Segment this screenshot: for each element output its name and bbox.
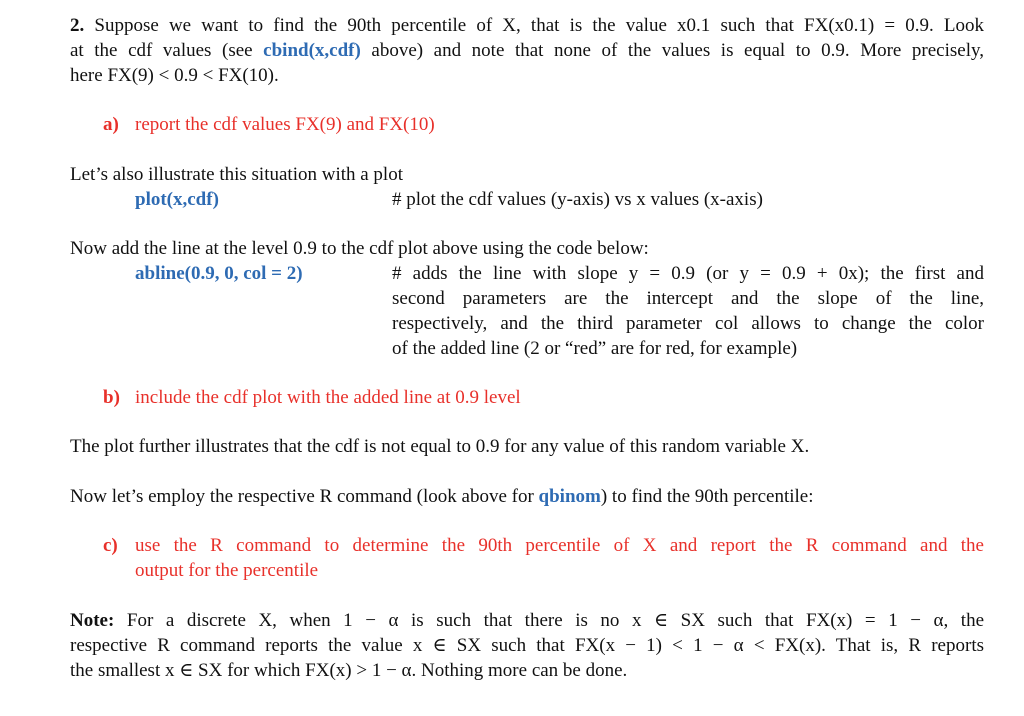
note-line-3: the smallest x ∈ SX for which FX(x) > 1 − α. Nothing more can be done. bbox=[70, 660, 628, 681]
question-2-text-2a: at the cdf values (see bbox=[70, 40, 253, 61]
employ-text bbox=[70, 485, 814, 509]
question-c-line-2: output for the percentile bbox=[135, 560, 319, 581]
plot-code: plot(x,cdf) bbox=[135, 189, 219, 210]
plot-comment: # plot the cdf values (y-axis) vs x values (x-axis) bbox=[392, 189, 763, 210]
employ-text-a: Now let’s employ the respective R command (look above for bbox=[70, 486, 534, 507]
question-2-line-2 bbox=[70, 39, 984, 63]
question-number: 2. bbox=[70, 15, 85, 36]
question-a-text: report the cdf values FX(9) and FX(10) bbox=[135, 114, 435, 135]
abline-comment-3: respectively, and the third parameter col allows to change the color bbox=[392, 313, 984, 334]
plot-intro: Let’s also illustrate this situation with a plot bbox=[70, 164, 403, 185]
cbind-code: cbind(x,cdf) bbox=[263, 40, 361, 61]
abline-code: abline(0.9, 0, col = 2) bbox=[135, 263, 303, 284]
question-2-text-1: Suppose we want to find the 90th percentile of X, that is the value x0.1 such that FX(x0.1) = 0.9. Look bbox=[94, 15, 985, 36]
question-2-line-1 bbox=[70, 14, 984, 38]
employ-text-b: ) to find the 90th percentile: bbox=[600, 486, 814, 507]
question-b-text: include the cdf plot with the added line at 0.9 level bbox=[135, 387, 521, 408]
question-c-line-1: use the R command to determine the 90th percentile of X and report the R command and the bbox=[135, 535, 984, 556]
question-a-label: a) bbox=[103, 114, 119, 135]
abline-comment-1: # adds the line with slope y = 0.9 (or y = 0.9 + 0x); the first and bbox=[392, 263, 984, 284]
question-c-label: c) bbox=[103, 535, 118, 556]
note-line-2: respective R command reports the value x ∈ SX such that FX(x − 1) < 1 − α < FX(x). That is, R reports bbox=[70, 635, 984, 656]
abline-intro: Now add the line at the level 0.9 to the cdf plot above using the code below: bbox=[70, 238, 649, 259]
question-2-line-3: here FX(9) < 0.9 < FX(10). bbox=[70, 65, 279, 86]
abline-comment-4: of the added line (2 or “red” are for red, for example) bbox=[392, 338, 798, 359]
question-b-label: b) bbox=[103, 387, 120, 408]
note-text-1: For a discrete X, when 1 − α is such that there is no x ∈ SX such that FX(x) = 1 − α, the bbox=[126, 610, 985, 631]
note-label: Note: bbox=[70, 610, 115, 631]
abline-comment-2: second parameters are the intercept and the slope of the line, bbox=[392, 288, 984, 309]
illustrates-text: The plot further illustrates that the cdf is not equal to 0.9 for any value of this random variable X. bbox=[70, 436, 810, 457]
qbinom-code: qbinom bbox=[538, 486, 601, 507]
note-line-1 bbox=[70, 609, 984, 633]
question-2-text-2b: above) and note that none of the values is equal to 0.9. More precisely, bbox=[371, 40, 985, 61]
